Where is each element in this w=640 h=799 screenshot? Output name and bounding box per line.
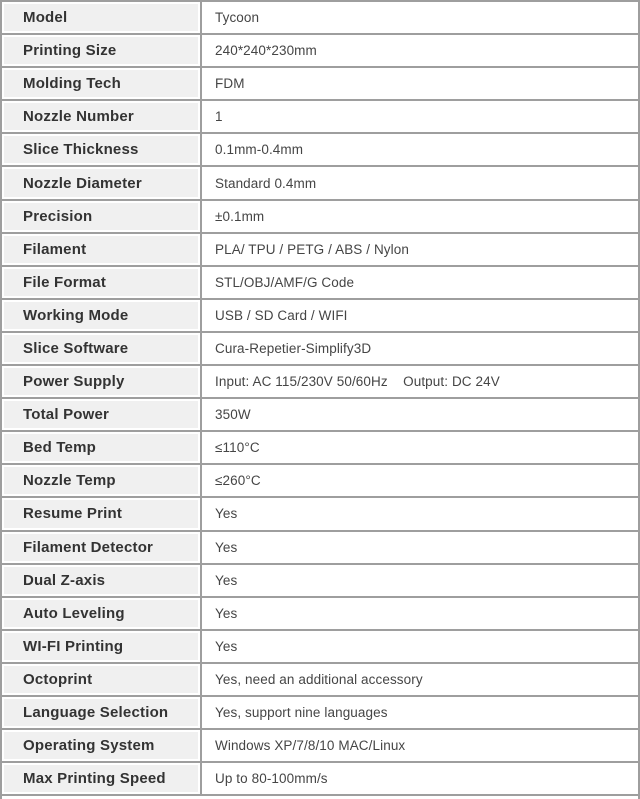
spec-value: ≤260°C <box>215 473 261 489</box>
spec-value: Yes <box>215 605 238 621</box>
spec-label: Dual Z-axis <box>4 567 198 594</box>
spec-label: Slice Software <box>4 335 198 362</box>
spec-label-cell <box>2 532 202 563</box>
spec-table-row <box>2 201 638 234</box>
spec-table-row <box>2 35 638 68</box>
spec-label: Auto Leveling <box>4 600 198 627</box>
spec-value: 350W <box>215 407 251 423</box>
spec-label-cell <box>2 730 202 761</box>
spec-value: 1 <box>215 109 223 125</box>
spec-label-cell <box>2 432 202 463</box>
spec-label-cell <box>2 631 202 662</box>
spec-value: Tycoon <box>215 10 260 26</box>
spec-label: Octoprint <box>4 666 198 693</box>
spec-table-row <box>2 2 638 35</box>
spec-value: ±0.1mm <box>215 208 265 224</box>
spec-label: Nozzle Diameter <box>4 169 198 196</box>
spec-value: Standard 0.4mm <box>215 175 317 191</box>
spec-label: File Format <box>4 269 198 296</box>
spec-label-cell <box>2 664 202 695</box>
spec-label-cell <box>2 763 202 794</box>
spec-value: USB / SD Card / WIFI <box>215 307 348 323</box>
spec-label-cell <box>2 565 202 596</box>
spec-label: Nozzle Temp <box>4 467 198 494</box>
spec-label: Power Supply <box>4 368 198 395</box>
spec-table-row <box>2 333 638 366</box>
spec-label-cell <box>2 697 202 728</box>
spec-table-row <box>2 465 638 498</box>
spec-table-row <box>2 565 638 598</box>
spec-value: FDM <box>215 76 245 92</box>
spec-value: Input: AC 115/230V 50/60Hz Output: DC 24V <box>215 374 500 390</box>
spec-table-row <box>2 68 638 101</box>
spec-value: Up to 80-100mm/s <box>215 771 328 787</box>
spec-value: PLA/ TPU / PETG / ABS / Nylon <box>215 241 409 257</box>
spec-label: Filament <box>4 236 198 263</box>
spec-value: Yes <box>215 539 238 555</box>
spec-value: 0.1mm-0.4mm <box>215 142 304 158</box>
spec-label-cell <box>2 300 202 331</box>
spec-label-cell <box>2 234 202 265</box>
spec-table-row <box>2 101 638 134</box>
spec-label-cell <box>2 267 202 298</box>
spec-value: Yes, support nine languages <box>215 705 388 721</box>
spec-label-cell <box>2 101 202 132</box>
spec-label: Working Mode <box>4 302 198 329</box>
spec-label-cell <box>2 366 202 397</box>
spec-label-cell <box>2 333 202 364</box>
spec-table-row <box>2 730 638 763</box>
spec-label: Total Power <box>4 401 198 428</box>
spec-table-row <box>2 366 638 399</box>
spec-label: Language Selection <box>4 699 198 726</box>
spec-value: Yes <box>215 638 238 654</box>
spec-label-cell <box>2 68 202 99</box>
spec-label: Operating System <box>4 732 198 759</box>
spec-value: 240*240*230mm <box>215 43 317 59</box>
spec-label: Slice Thickness <box>4 136 198 163</box>
spec-label: Filament Detector <box>4 534 198 561</box>
spec-label: Precision <box>4 203 198 230</box>
spec-label: Printing Size <box>4 37 198 64</box>
spec-label: Bed Temp <box>4 434 198 461</box>
spec-value: Windows XP/7/8/10 MAC/Linux <box>215 738 406 754</box>
spec-table-row <box>2 167 638 200</box>
spec-table-row <box>2 532 638 565</box>
spec-label-cell <box>2 498 202 529</box>
spec-label: Max Printing Speed <box>4 765 198 792</box>
spec-value: ≤110°C <box>215 440 260 456</box>
spec-table-row <box>2 234 638 267</box>
spec-table-row <box>2 399 638 432</box>
spec-label-cell <box>2 465 202 496</box>
spec-label-cell <box>2 598 202 629</box>
spec-label-cell <box>2 167 202 198</box>
spec-label-cell <box>2 134 202 165</box>
spec-table-row <box>2 664 638 697</box>
spec-label: Nozzle Number <box>4 103 198 130</box>
spec-table-row <box>2 697 638 730</box>
spec-value: Cura-Repetier-Simplify3D <box>215 340 372 356</box>
spec-table-row <box>2 267 638 300</box>
spec-label-cell <box>2 399 202 430</box>
spec-label: Model <box>4 4 198 31</box>
spec-table-row <box>2 598 638 631</box>
spec-value: Yes <box>215 572 238 588</box>
spec-label-cell <box>2 35 202 66</box>
spec-value: Yes <box>215 506 238 522</box>
spec-label: WI-FI Printing <box>4 633 198 660</box>
spec-label-cell <box>2 201 202 232</box>
spec-table-row <box>2 300 638 333</box>
spec-table-row <box>2 134 638 167</box>
spec-label: Resume Print <box>4 500 198 527</box>
spec-label-cell <box>2 2 202 33</box>
spec-value: Yes, need an additional accessory <box>215 671 423 687</box>
spec-table-row <box>2 631 638 664</box>
spec-table-row <box>2 432 638 465</box>
spec-value: STL/OBJ/AMF/G Code <box>215 274 355 290</box>
spec-label: Molding Tech <box>4 70 198 97</box>
spec-table-row <box>2 498 638 531</box>
spec-table-row <box>2 763 638 796</box>
